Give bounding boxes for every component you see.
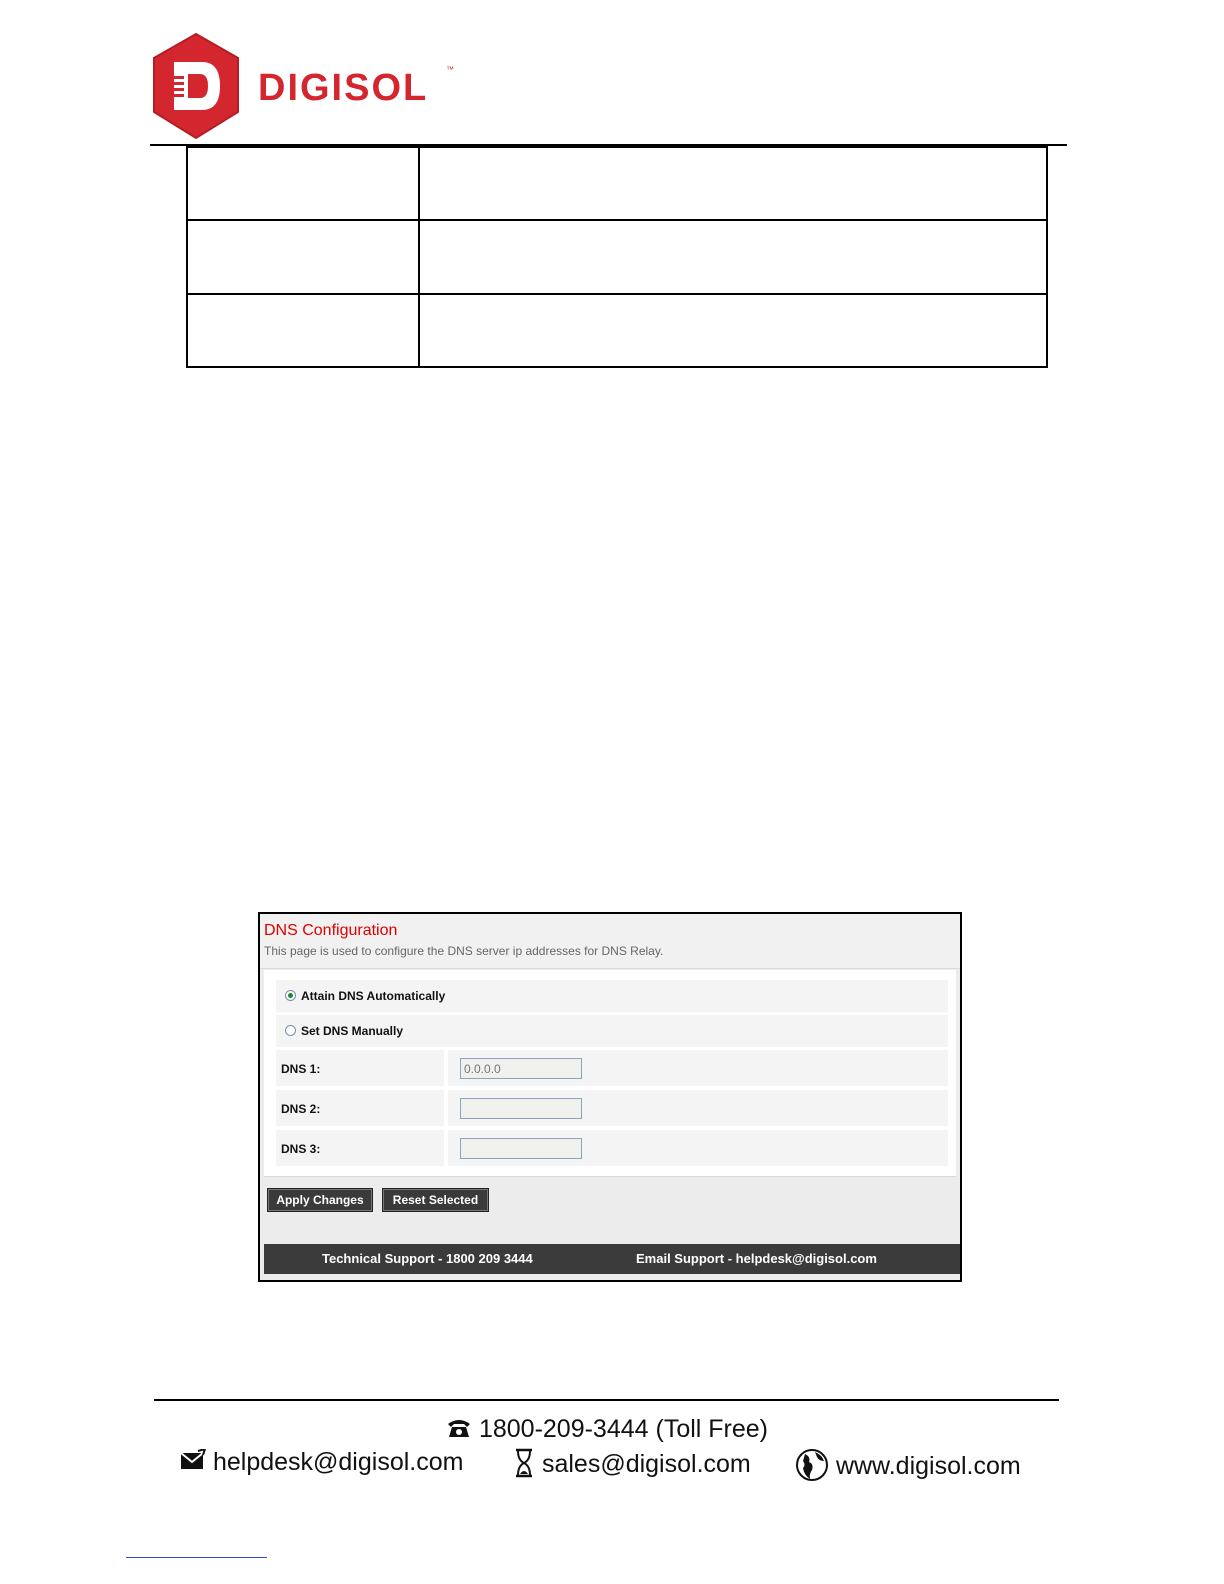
dns-form-panel [264, 970, 956, 1177]
dns-configuration-screenshot [258, 912, 962, 1282]
dns2-row [276, 1090, 948, 1126]
dns3-input[interactable] [460, 1138, 582, 1159]
dns3-label-cell [276, 1130, 444, 1166]
document-table [186, 146, 1048, 368]
website-url: www.digisol.com [835, 1452, 1021, 1480]
table-row [187, 294, 1047, 367]
support-bar [264, 1244, 960, 1274]
table-cell [187, 294, 419, 367]
footer-helpdesk [180, 1448, 463, 1477]
phone-number: 1800-209-3444 (Toll Free) [478, 1415, 769, 1443]
page-title: DNS Configuration [264, 922, 398, 939]
dns3-value-cell [448, 1130, 948, 1166]
helpdesk-email: helpdesk@digisol.com [212, 1448, 464, 1476]
page-description: This page is used to configure the DNS server ip addresses for DNS Relay. [264, 944, 664, 958]
table-cell [419, 294, 1047, 367]
radio-set-manually[interactable] [285, 1025, 296, 1036]
table-cell [419, 147, 1047, 220]
digisol-logo [152, 32, 462, 140]
trademark-mark: ™ [446, 65, 454, 74]
sales-email: sales@digisol.com [541, 1450, 751, 1478]
radio-label: Set DNS Manually [301, 1024, 404, 1038]
reset-selected-button[interactable]: Reset Selected [382, 1188, 489, 1212]
dns2-label-cell [276, 1090, 444, 1126]
option-set-dns-manually[interactable] [276, 1015, 948, 1047]
radio-label: Attain DNS Automatically [301, 989, 446, 1003]
telephone-icon [446, 1415, 472, 1439]
dns2-label: DNS 2: [281, 1102, 321, 1116]
table-row [187, 147, 1047, 220]
footer-sales [513, 1448, 751, 1479]
dns3-row [276, 1130, 948, 1166]
dns1-value-cell [448, 1050, 948, 1086]
dns3-label: DNS 3: [281, 1142, 321, 1156]
dns1-label-cell [276, 1050, 444, 1086]
footnote-link-underline [126, 1557, 267, 1558]
brand-name: DIGISOL [258, 67, 429, 109]
radio-attain-automatically[interactable] [285, 990, 296, 1001]
technical-support-text: Technical Support - 1800 209 3444 [322, 1251, 533, 1266]
footer-rule [154, 1399, 1059, 1401]
dns2-value-cell [448, 1090, 948, 1126]
dns1-row [276, 1050, 948, 1086]
table-cell [187, 147, 419, 220]
envelope-icon [180, 1449, 206, 1471]
dns2-input[interactable] [460, 1098, 582, 1119]
footer-phone [446, 1415, 768, 1444]
apply-changes-button[interactable]: Apply Changes [267, 1188, 373, 1212]
dns-header [260, 914, 960, 969]
hourglass-icon [513, 1448, 535, 1478]
footer-website [795, 1448, 1021, 1482]
email-support-text: Email Support - helpdesk@digisol.com [636, 1251, 877, 1266]
table-cell [187, 220, 419, 293]
dns1-input[interactable] [460, 1058, 582, 1079]
globe-icon [795, 1448, 829, 1482]
table-row [187, 220, 1047, 293]
radio-selected-dot [288, 993, 293, 998]
table-cell [419, 220, 1047, 293]
dns1-label: DNS 1: [281, 1062, 321, 1076]
option-attain-dns-automatically[interactable] [276, 980, 948, 1012]
